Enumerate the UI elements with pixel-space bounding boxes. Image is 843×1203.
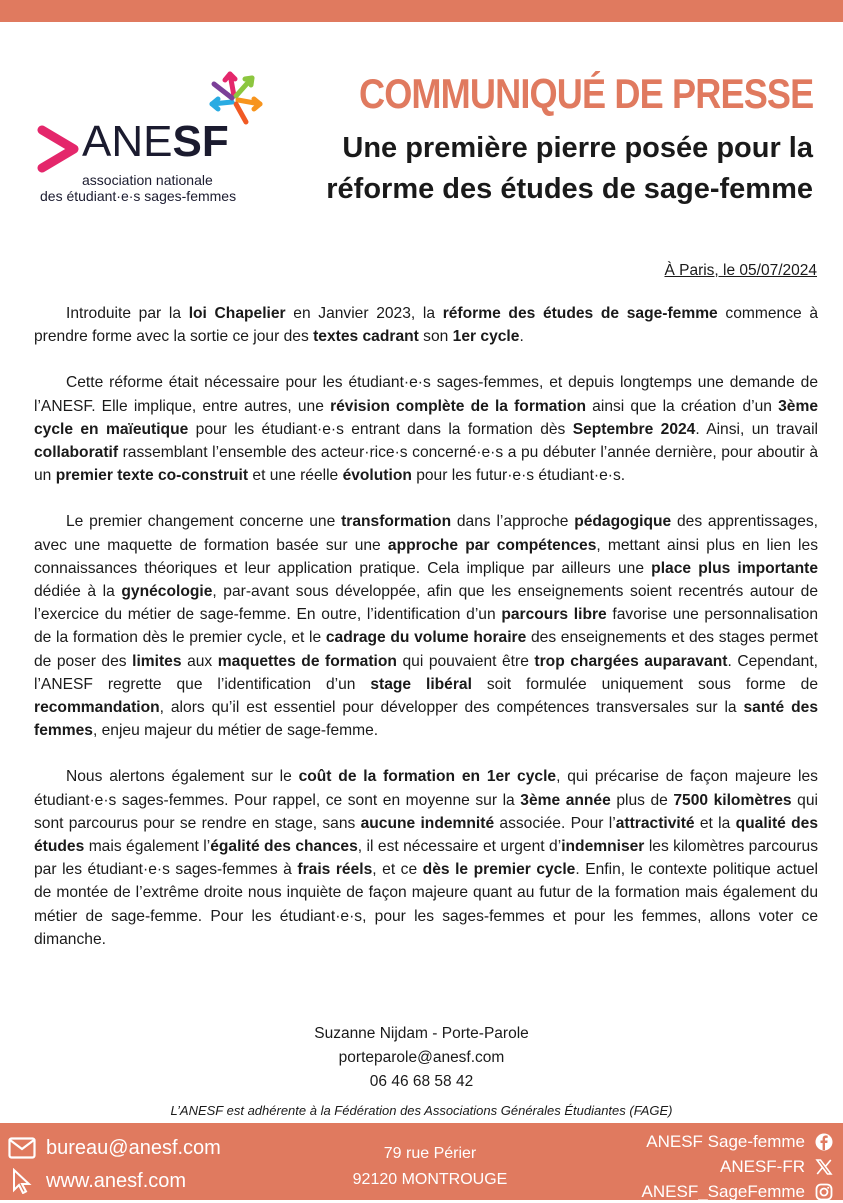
footer-address	[340, 1141, 520, 1193]
logo-subtitle-line2: des étudiant·e·s sages-femmes	[40, 188, 237, 204]
signature-block	[0, 1022, 843, 1094]
instagram-icon	[815, 1183, 833, 1201]
footer-instagram[interactable]: ANESF_SageFemme	[641, 1182, 805, 1201]
body-text	[34, 302, 818, 974]
mouse-cursor-icon	[8, 1168, 36, 1194]
footer-website[interactable]: www.anesf.com	[46, 1169, 187, 1192]
facebook-icon	[815, 1133, 833, 1151]
logo-wordmark: ANESF	[82, 117, 229, 166]
headline: Une première pierre posée pour la réforme des études de sage-femme	[326, 132, 813, 206]
footer-address-line2: 92120 MONTROUGE	[352, 1171, 508, 1188]
footer-x-row[interactable]	[642, 1156, 833, 1178]
anesf-logo	[34, 66, 274, 206]
footer-address-line1: 79 rue Périer	[383, 1145, 477, 1162]
date-line: À Paris, le 05/07/2024	[664, 262, 817, 279]
footer-facebook[interactable]: ANESF Sage-femme	[646, 1132, 805, 1151]
footer-x[interactable]: ANESF-FR	[720, 1157, 805, 1176]
press-release-label: COMMUNIQUÉ DE PRESSE	[358, 70, 813, 117]
footer-social	[642, 1131, 833, 1203]
top-accent-bar	[0, 0, 843, 22]
paragraph-1: Introduite par la loi Chapelier en Janvier 2023, la réforme des études de sage-femme commence à prendre forme avec la sortie ce jour des textes cadrant son 1er cycle.	[34, 305, 818, 346]
membership-note: L’ANESF est adhérente à la Fédération des Associations Générales Étudiantes (FAGE)	[170, 1103, 673, 1118]
envelope-icon	[8, 1137, 36, 1159]
footer	[0, 1123, 843, 1200]
paragraph-3: Le premier changement concerne une transformation dans l’approche pédagogique des apprentissages, avec une maquette de formation basée sur une approche par compétences, mettant ainsi plus en lien les connaissances théoriques et leur application pratique. Cela implique par ailleurs une place plus importante dédiée à la gynécologie, par-avant sous développée, afin que les enseignements soient recentrés autour de l’exercice du métier de sage-femme. En outre, l’identification d’un parcours libre favorise une personnalisation de la formation dès le premier cycle, et le cadrage du volume horaire des enseignements et des stages permet de poser des limites aux maquettes de formation qui pouvaient être trop chargées auparavant. Cependant, l’ANESF regrette que l’identification d’un stage libéral soit formulée uniquement sous forme de recommandation, alors qu’il est essentiel pour développer des compétences transversales sur la santé des femmes, enjeu majeur du métier de sage-femme.	[34, 513, 819, 740]
footer-email[interactable]: bureau@anesf.com	[46, 1136, 221, 1159]
paragraph-2: Cette réforme était nécessaire pour les étudiant·e·s sages-femmes, et depuis longtemps une demande de l’ANESF. Elle implique, entre autres, une révision complète de la formation ainsi que la création d’un 3ème cycle en maïeutique pour les étudiant·e·s entrant dans la formation dès Septembre 2024. Ainsi, un travail collaboratif rassemblant l’ensemble des acteur·rice·s concerné·e·s a pu débuter l’année dernière, pour aboutir à un premier texte co-construit et une réelle évolution pour les futur·e·s étudiant·e·s.	[34, 374, 818, 485]
signature-email[interactable]: porteparole@anesf.com	[338, 1049, 505, 1066]
x-twitter-icon	[815, 1158, 833, 1176]
footer-email-row[interactable]	[8, 1133, 221, 1163]
paragraph-4: Nous alertons également sur le coût de la formation en 1er cycle, qui précarise de façon majeure les étudiant·e·s sages-femmes. Pour rappel, ce sont en moyenne sur la 3ème année plus de 7500 kilomètres qui sont parcourus pour se rendre en stage, sans aucune indemnité associée. Pour l’attractivité et la qualité des études mais également l’égalité des chances, il est nécessaire et urgent d’indemniser les kilomètres parcourus par les étudiant·e·s sages-femmes à frais réels, et ce dès le premier cycle. Enfin, le contexte politique actuel de montée de l’extrême droite nous inquiète de façon majeure quant au futur de la formation mais également du métier de sage-femme. Pour les étudiant·e·s, pour les sages-femmes et pour les femmes, allons voter ce dimanche.	[34, 768, 819, 948]
signature-phone: 06 46 68 58 42	[369, 1073, 474, 1090]
chevron-logo-icon	[34, 124, 84, 174]
signature-name: Suzanne Nijdam - Porte-Parole	[314, 1025, 529, 1042]
footer-contact	[8, 1133, 221, 1196]
footer-facebook-row[interactable]	[642, 1131, 833, 1153]
logo-subtitle-line1: association nationale	[82, 172, 213, 188]
footer-website-row[interactable]	[8, 1166, 221, 1196]
